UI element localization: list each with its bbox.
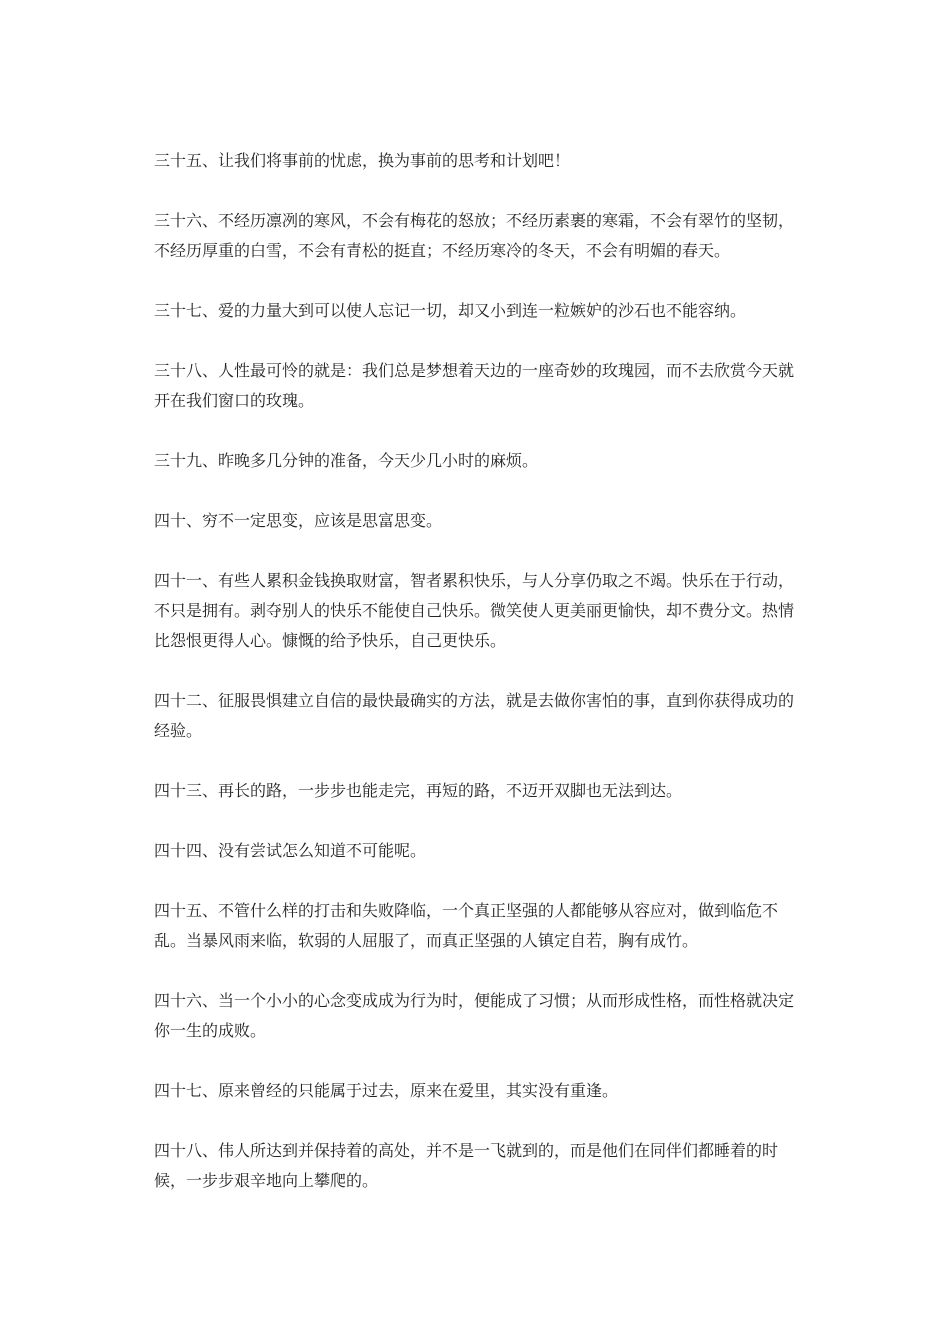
document-body (154, 146, 796, 1226)
paragraph: 四十四、没有尝试怎么知道不可能呢。 (154, 841, 427, 860)
paragraph: 四十一、有些人累积金钱换取财富，智者累积快乐，与人分享仍取之不竭。快乐在于行动，不只是拥有。剥夺别人的快乐不能使自己快乐。微笑使人更美丽更愉快，却不费分文。热情比怨恨更得人心。慷慨的给予快乐，自己更快乐。 (154, 571, 795, 650)
paragraph: 四十、穷不一定思变，应该是思富思变。 (154, 511, 443, 530)
paragraph: 三十六、不经历凛冽的寒风，不会有梅花的怒放；不经历素裹的寒霜，不会有翠竹的坚韧，不经历厚重的白雪，不会有青松的挺直；不经历寒冷的冬天，不会有明媚的春天。 (154, 211, 795, 260)
paragraph: 四十三、再长的路，一步步也能走完，再短的路，不迈开双脚也无法到达。 (154, 781, 683, 800)
paragraph: 三十九、昨晚多几分钟的准备，今天少几小时的麻烦。 (154, 451, 539, 470)
paragraph: 三十五、让我们将事前的忧虑，换为事前的思考和计划吧！ (154, 151, 571, 170)
paragraph: 四十八、伟人所达到并保持着的高处，并不是一飞就到的，而是他们在同伴们都睡着的时候，一步步艰辛地向上攀爬的。 (154, 1141, 779, 1190)
paragraph: 四十二、征服畏惧建立自信的最快最确实的方法，就是去做你害怕的事，直到你获得成功的经验。 (154, 691, 795, 740)
paragraph: 四十五、不管什么样的打击和失败降临，一个真正坚强的人都能够从容应对，做到临危不乱。当暴风雨来临，软弱的人屈服了，而真正坚强的人镇定自若，胸有成竹。 (154, 901, 779, 950)
paragraph: 三十八、人性最可怜的就是：我们总是梦想着天边的一座奇妙的玫瑰园，而不去欣赏今天就开在我们窗口的玫瑰。 (154, 361, 795, 410)
paragraph: 四十六、当一个小小的心念变成成为行为时，便能成了习惯；从而形成性格，而性格就决定你一生的成败。 (154, 991, 795, 1040)
paragraph: 四十七、原来曾经的只能属于过去，原来在爱里，其实没有重逢。 (154, 1081, 619, 1100)
paragraph: 三十七、爱的力量大到可以使人忘记一切，却又小到连一粒嫉妒的沙石也不能容纳。 (154, 301, 747, 320)
